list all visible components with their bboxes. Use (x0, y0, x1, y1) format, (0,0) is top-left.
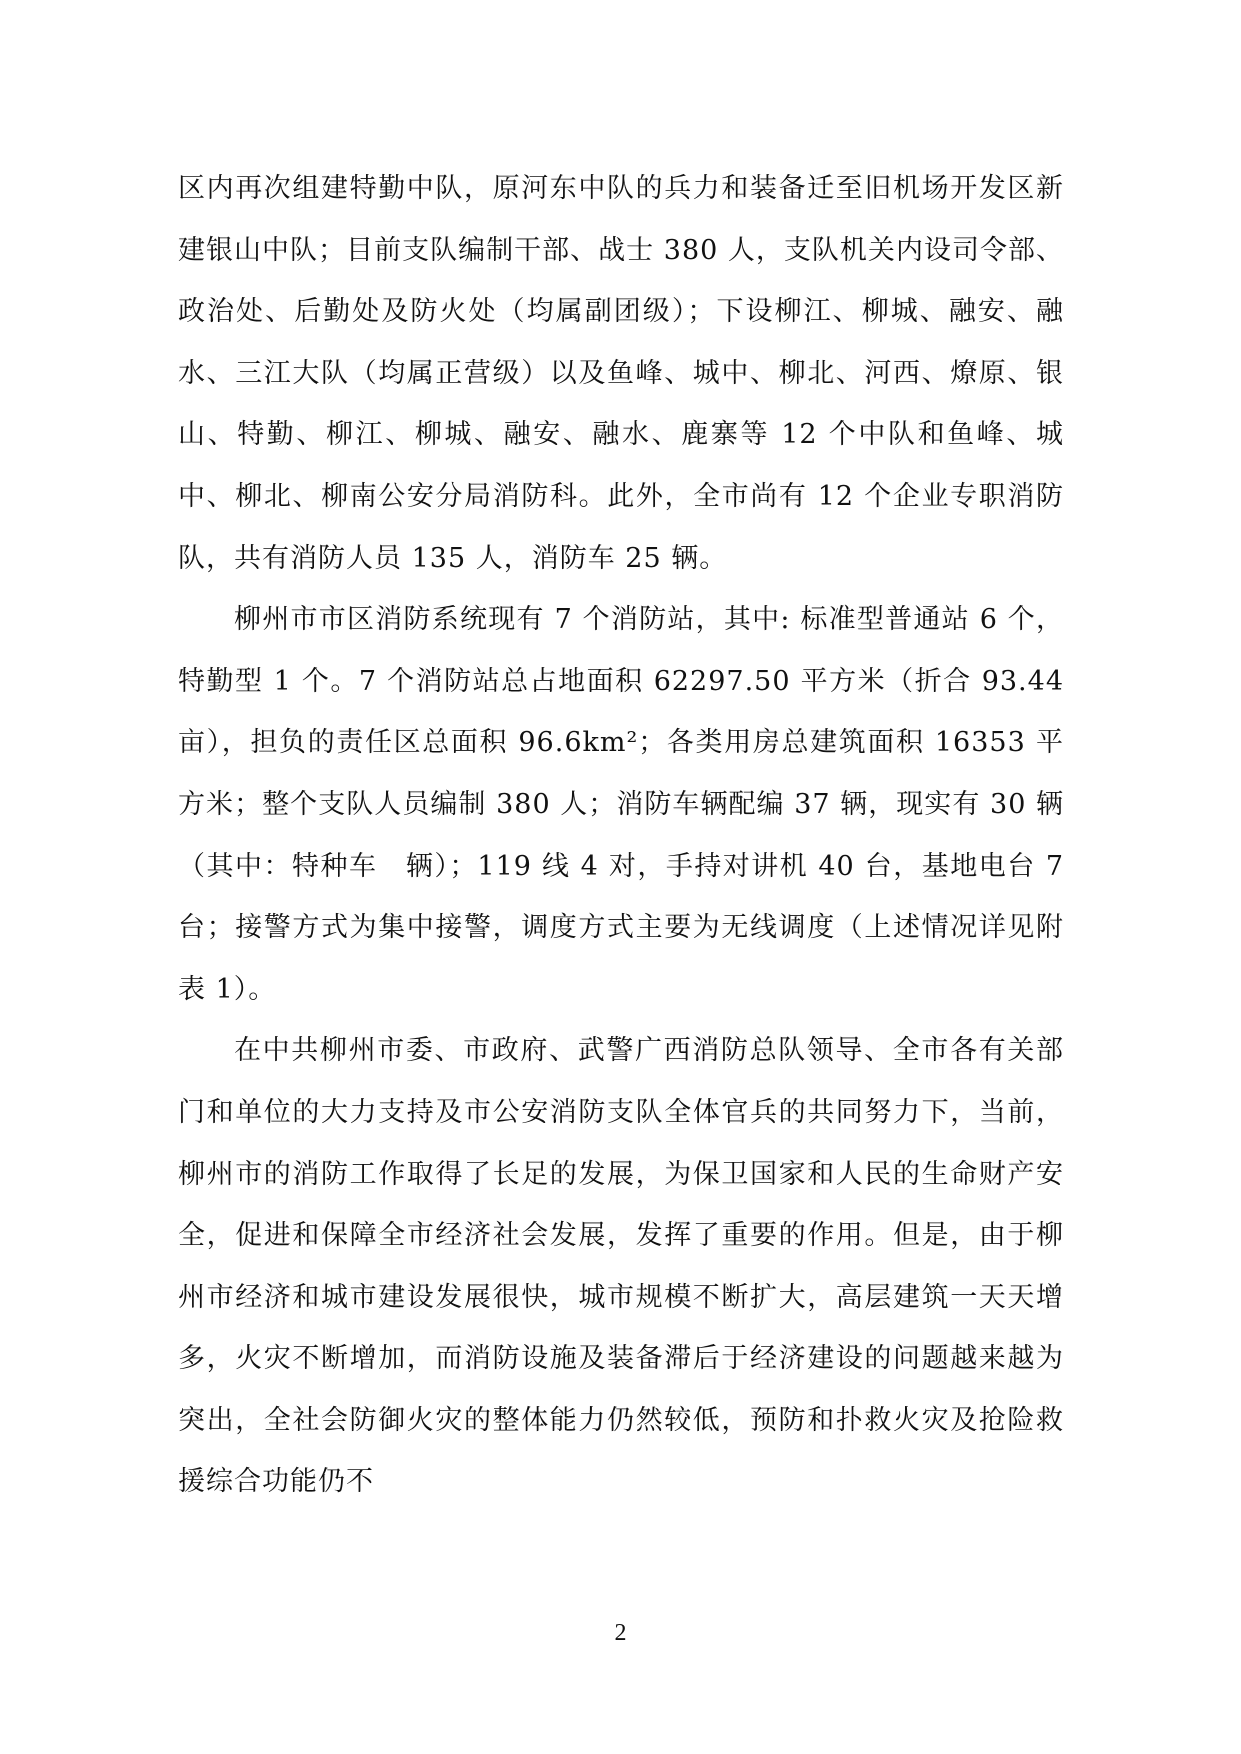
paragraph-development: 在中共柳州市委、市政府、武警广西消防总队领导、全市各有关部门和单位的大力支持及市公安消防支队全体官兵的共同努力下，当前，柳州市的消防工作取得了长足的发展，为保卫国家和人民的生命财产安全，促进和保障全市经济社会发展，发挥了重要的作用。但是，由于柳州市经济和城市建设发展很快，城市规模不断扩大，高层建筑一天天增多，火灾不断增加，而消防设施及装备滞后于经济建设的问题越来越为突出，全社会防御火灾的整体能力仍然较低，预防和扑救火灾及抢险救援综合功能仍不 (178, 1035, 1064, 1498)
paragraph-continuation: 区内再次组建特勤中队，原河东中队的兵力和装备迁至旧机场开发区新建银山中队；目前支队编制干部、战士 380 人，支队机关内设司令部、政治处、后勤处及防火处（均属副团级）；下设柳江、柳城、融安、融水、三江大队（均属正营级）以及鱼峰、城中、柳北、河西、燎原、银山、特勤、柳江、柳城、融安、融水、鹿寨等 12 个中队和鱼峰、城中、柳北、柳南公安分局消防科。此外，全市尚有 12 个企业专职消防队，共有消防人员 135 人，消防车 25 辆。 (178, 173, 1064, 574)
page-number: 2 (614, 1620, 627, 1646)
paragraph-fire-stations: 柳州市市区消防系统现有 7 个消防站，其中: 标准型普通站 6 个，特勤型 1 个。7 个消防站总占地面积 62297.50 平方米（折合 93.44 亩），担负的责任区总面积 96.6km²；各类用房总建筑面积 16353 平方米；整个支队人员编制 380 人；消防车辆配编 37 辆，现实有 30 辆（其中：特种车 辆）；119 线 4 对，手持对讲机 40 台，基地电台 7 台；接警方式为集中接警，调度方式主要为无线调度（上述情况详见附表 1）。 (178, 604, 1064, 1005)
body-text (178, 158, 1064, 1513)
